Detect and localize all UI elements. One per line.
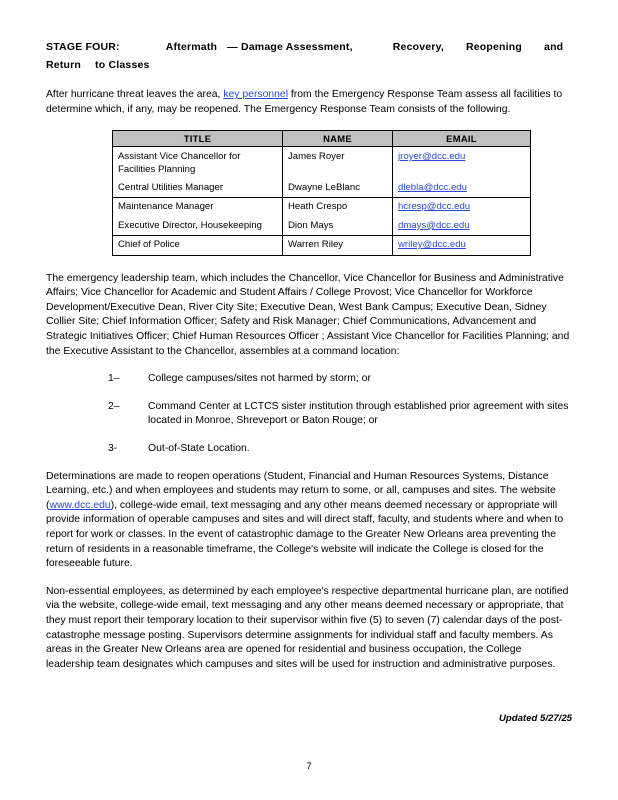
determinations-text-b: ), college-wide email, text messaging and any other means deemed necessary or appropriate will provide information of operable campuses and sites and will direct staff, faculty, and students where and when to report for work or classes. In the event of catastrophic damage to the Greater New Orleans area preventing the return of residents in a reasonable timeframe, the College's website will indicate the College is closed for the foreseeable future. (46, 499, 564, 570)
cell-email (393, 147, 531, 179)
heading-recovery: Recovery, (392, 41, 444, 53)
intro-paragraph (46, 88, 572, 117)
cell-email (393, 179, 531, 198)
cell-title: Executive Director, Housekeeping (113, 217, 283, 236)
heading-damage-assessment: — Damage Assessment, (227, 41, 353, 53)
list-item (46, 372, 572, 387)
heading-stage-four: STAGE FOUR: (46, 41, 120, 53)
cell-title: Central Utilities Manager (113, 179, 283, 198)
cell-name: Dwayne LeBlanc (283, 179, 393, 198)
table-row (113, 147, 531, 179)
cell-title: Assistant Vice Chancellor for Facilities Planning (113, 147, 283, 179)
list-marker: 2– (108, 400, 120, 412)
cell-email (393, 217, 531, 236)
list-item (46, 442, 572, 457)
email-link[interactable]: dmays@dcc.edu (398, 219, 470, 231)
heading-reopening: Reopening (465, 41, 523, 53)
page-number: 7 (306, 761, 312, 772)
key-personnel-link[interactable]: key personnel (223, 89, 289, 100)
determinations-paragraph (46, 470, 572, 572)
cell-name: Warren Riley (283, 236, 393, 255)
email-link[interactable]: dlebla@dcc.edu (398, 182, 467, 193)
email-link[interactable]: hcresp@dcc.edu (398, 201, 471, 213)
column-header-name: NAME (283, 131, 393, 147)
cell-title: Maintenance Manager (113, 198, 283, 217)
heading-and: and (544, 41, 564, 53)
column-header-title: TITLE (113, 131, 283, 147)
page-heading (46, 38, 572, 74)
table-row (113, 217, 531, 236)
email-link[interactable]: wriley@dcc.edu (398, 239, 466, 251)
determinations-text-a: Determinations are made to reopen operations (Student, Financial and Human Resources Systems, Distance Learning, etc.) and when employees and students may return to some, or all, campuses and sites. The website ( (46, 470, 556, 511)
dcc-website-link[interactable]: www.dcc.edu (49, 499, 111, 511)
cell-email (393, 236, 531, 255)
cell-email (393, 198, 531, 217)
cell-name: Heath Crespo (283, 198, 393, 217)
cell-name: James Royer (283, 147, 393, 179)
heading-to-classes: to Classes (95, 59, 150, 71)
heading-return: Return (46, 59, 82, 71)
list-item-text: College campuses/sites not harmed by storm; or (148, 373, 371, 385)
leadership-paragraph: The emergency leadership team, which includes the Chancellor, Vice Chancellor for Business and Administrative Affairs; Vice Chancellor for Academic and Student Affairs / College Provost; Vice Chancellor for Workforce Development/Executive Dean, River City Site; Executive Dean, West Bank Campus; Executive Dean, Sidney Collier Site; Chief Information Officer; Safety and Risk Manager; Chief Communications, Advancement and Strategic Initiatives Officer; Chief Human Resources Officer ; Assistant Vice Chancellor for Facilities Planning; and the Executive Assistant to the Chancellor, assembles at a command location: (46, 272, 570, 357)
list-marker: 3- (108, 442, 118, 454)
cell-name: Dion Mays (283, 217, 393, 236)
email-link[interactable]: jroyer@dcc.edu (398, 151, 466, 163)
table-row (113, 179, 531, 198)
list-item-text: Out-of-State Location. (148, 442, 250, 454)
list-item-text: Command Center at LCTCS sister institution through established prior agreement with sites located in Monroe, Shreveport or Baton Rouge; or (148, 400, 569, 427)
table-header-row (113, 131, 531, 147)
command-location-list (46, 372, 572, 456)
intro-text-b: from the Emergency Response Team assess all facilities to determine which, if any, may be reopened. The Emergency Response Team consists of the following. (46, 89, 563, 115)
emergency-response-team-table (112, 130, 531, 255)
cell-title: Chief of Police (113, 236, 283, 255)
nonessential-paragraph: Non-essential employees, as determined by each employee's respective departmental hurricane plan, are notified via the website, college-wide email, text messaging and any other means deemed necessary or appropriate, that they must report their temporary location to their supervisor within five (5) to seven (7) calendar days of the post-catastrophe message posting. Supervisors determine assignments for individual staff and faculty members. As areas in the Greater New Orleans area are opened for residential and business occupation, the College leadership team designates which campuses and sites will be used for instruction and administrative purposes. (46, 585, 569, 670)
heading-aftermath: Aftermath (165, 41, 218, 53)
updated-date: Updated 5/27/25 (498, 713, 572, 724)
list-item (46, 400, 572, 429)
table-row (113, 198, 531, 217)
list-marker: 1– (108, 373, 120, 385)
intro-text-a: After hurricane threat leaves the area, (46, 89, 224, 100)
table-row (113, 236, 531, 255)
column-header-email: EMAIL (393, 131, 531, 147)
